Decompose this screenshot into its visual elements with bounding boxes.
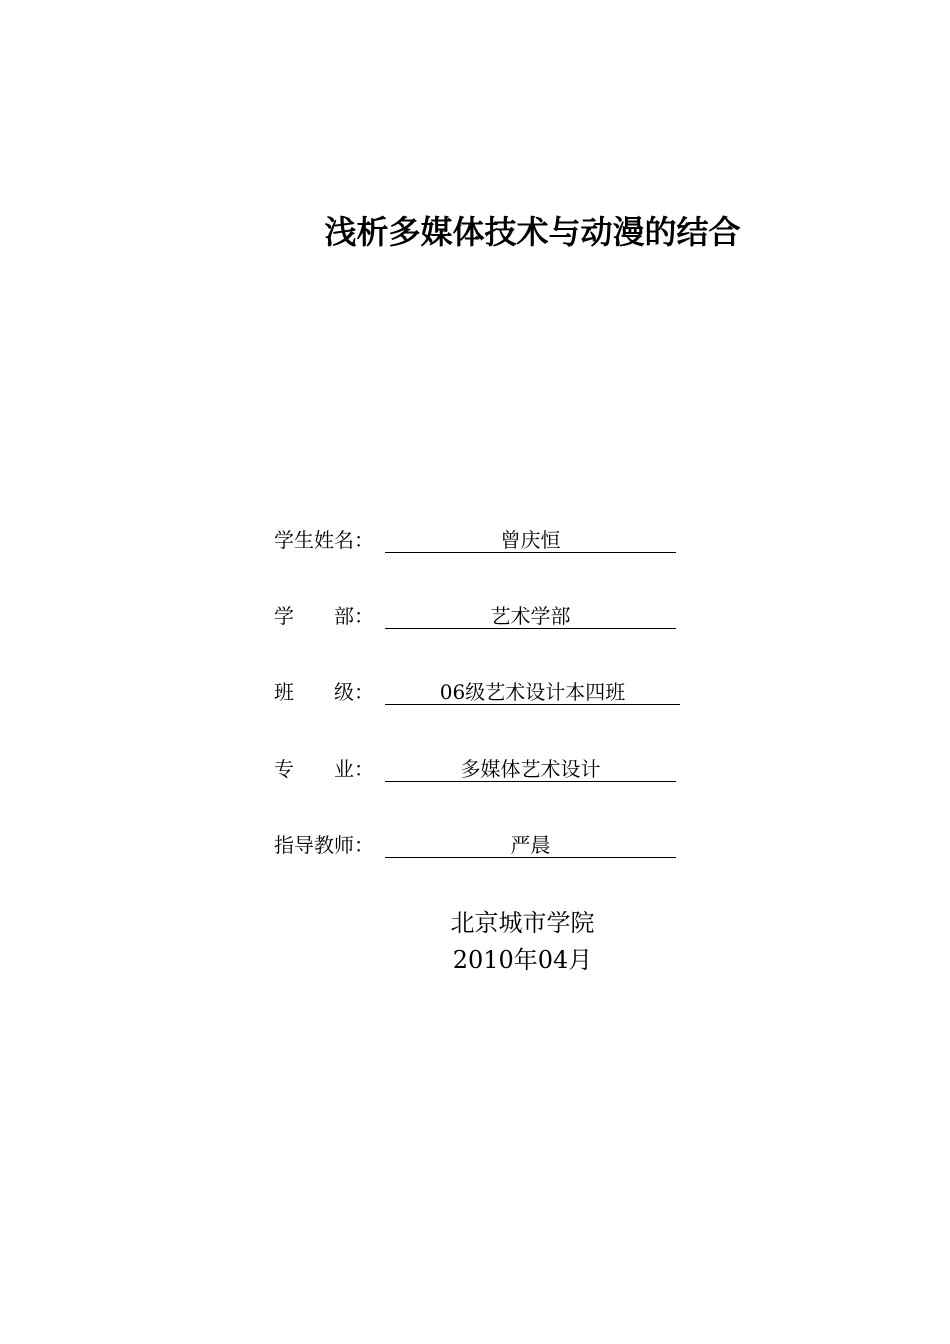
student-name-value: 曾庆恒 (385, 525, 676, 553)
class-label: 班 级： (274, 680, 374, 704)
thesis-title: 浅析多媒体技术与动漫的结合 (324, 213, 741, 251)
submission-date: 2010年04月 (452, 946, 593, 974)
advisor-label: 指导教师： (274, 833, 374, 857)
institution-name: 北京城市学院 (450, 909, 595, 937)
student-name-label: 学生姓名： (274, 528, 374, 552)
advisor-value: 严晨 (385, 830, 676, 858)
class-value: 06级艺术设计本四班 (385, 677, 680, 705)
major-value: 多媒体艺术设计 (385, 754, 676, 782)
major-label: 专 业： (274, 757, 374, 781)
department-value: 艺术学部 (385, 601, 676, 629)
department-label: 学 部： (274, 604, 374, 628)
